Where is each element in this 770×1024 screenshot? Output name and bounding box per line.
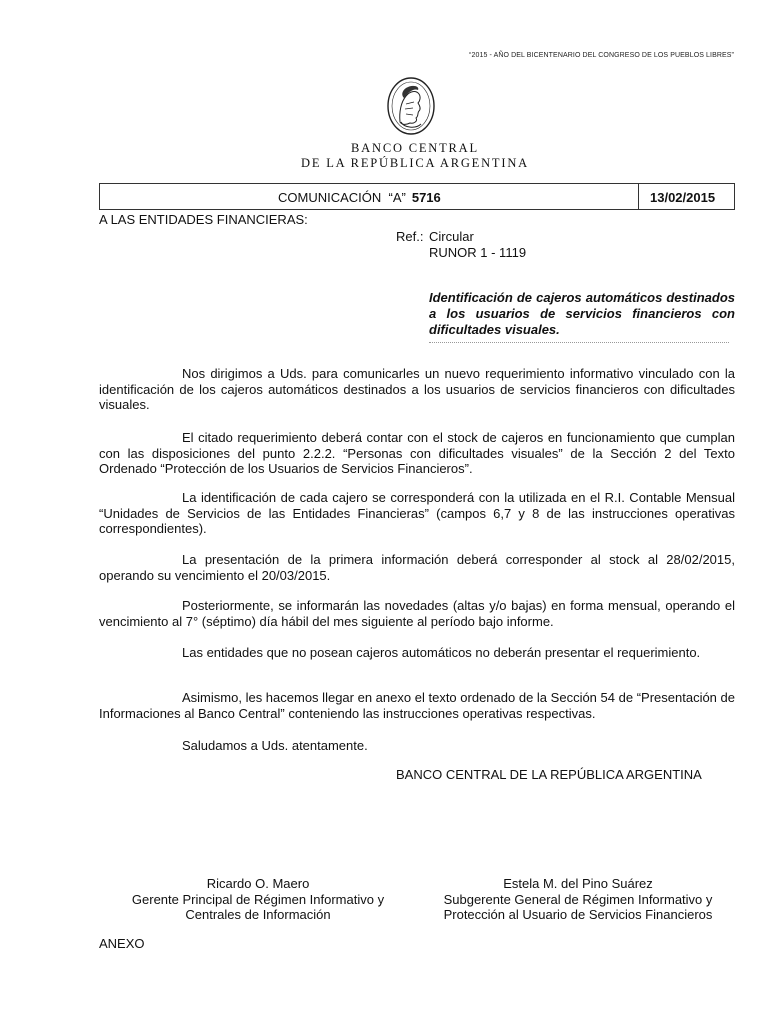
communication-number: 5716	[411, 190, 441, 205]
reference-line1: Circular	[429, 229, 474, 244]
signatory-title: Protección al Usuario de Servicios Financieros	[443, 907, 713, 923]
signatory-title: Centrales de Información	[185, 907, 331, 923]
header-motto: “2015 - AÑO DEL BICENTENARIO DEL CONGRESO DE LOS PUEBLOS LIBRES”	[469, 52, 734, 59]
signatory-title: Gerente Principal de Régimen Informativo y	[131, 891, 385, 907]
body-paragraph: Nos dirigimos a Uds. para comunicarles un nuevo requerimiento informativo vinculado con la identificación de los cajeros automáticos destinados a los usuarios de servicios financieros con dificultades visuales.	[99, 366, 735, 413]
signatory-name: Estela M. del Pino Suárez	[503, 876, 653, 891]
communication-type: COMUNICACIÓN “A”	[278, 190, 406, 205]
body-paragraph: El citado requerimiento deberá contar con el stock de cajeros en funcionamiento que cumplan con las disposiciones del punto 2.2.2. “Personas con dificultades visuales” de la Sección 2 del Texto Ordenado “Protección de los Usuarios de Servicios Financieros”.	[99, 430, 735, 477]
bank-name-line1: BANCO CENTRAL	[351, 141, 479, 155]
subject-divider	[429, 342, 729, 343]
signatory-title: Subgerente General de Régimen Informativo y	[443, 891, 713, 907]
body-paragraph: Posteriormente, se informarán las novedades (altas y/o bajas) en forma mensual, operando el vencimiento al 7° (séptimo) día hábil del mes siguiente al período bajo informe.	[99, 598, 735, 629]
body-paragraph: Las entidades que no posean cajeros automáticos no deberán presentar el requerimiento.	[182, 645, 701, 660]
body-paragraph: Asimismo, les hacemos llegar en anexo el texto ordenado de la Sección 54 de “Presentación de Informaciones al Banco Central” conteniendo las instrucciones operativas respectivas.	[99, 690, 735, 721]
reference-line2: RUNOR 1 - 1119	[429, 245, 527, 260]
communication-label	[278, 190, 441, 205]
body-paragraph: La identificación de cada cajero se corresponderá con la utilizada en el R.I. Contable Mensual “Unidades de Servicios de las Entidades Financieras” (campos 6,7 y 8 de las instrucciones operativas correspondientes).	[99, 490, 735, 537]
signature-block-left	[110, 876, 406, 923]
communication-box	[99, 183, 735, 210]
annex-label: ANEXO	[99, 936, 145, 951]
bank-name-line2: DE LA REPÚBLICA ARGENTINA	[301, 156, 529, 170]
communication-date: 13/02/2015	[650, 190, 716, 205]
bcra-seal-icon	[386, 76, 436, 136]
closing-line: BANCO CENTRAL DE LA REPÚBLICA ARGENTINA	[396, 767, 702, 782]
recipients-line: A LAS ENTIDADES FINANCIERAS:	[99, 212, 308, 227]
body-paragraph: La presentación de la primera información deberá corresponder al stock al 28/02/2015, operando su vencimiento el 20/03/2015.	[99, 552, 735, 583]
subject-text: Identificación de cajeros automáticos destinados a los usuarios de servicios financieros con dificultades visuales.	[429, 290, 735, 337]
reference-label: Ref.:	[396, 229, 424, 244]
box-divider	[638, 184, 639, 209]
signatory-name: Ricardo O. Maero	[206, 876, 310, 891]
greeting-line: Saludamos a Uds. atentamente.	[182, 738, 368, 753]
signature-block-right	[420, 876, 736, 923]
